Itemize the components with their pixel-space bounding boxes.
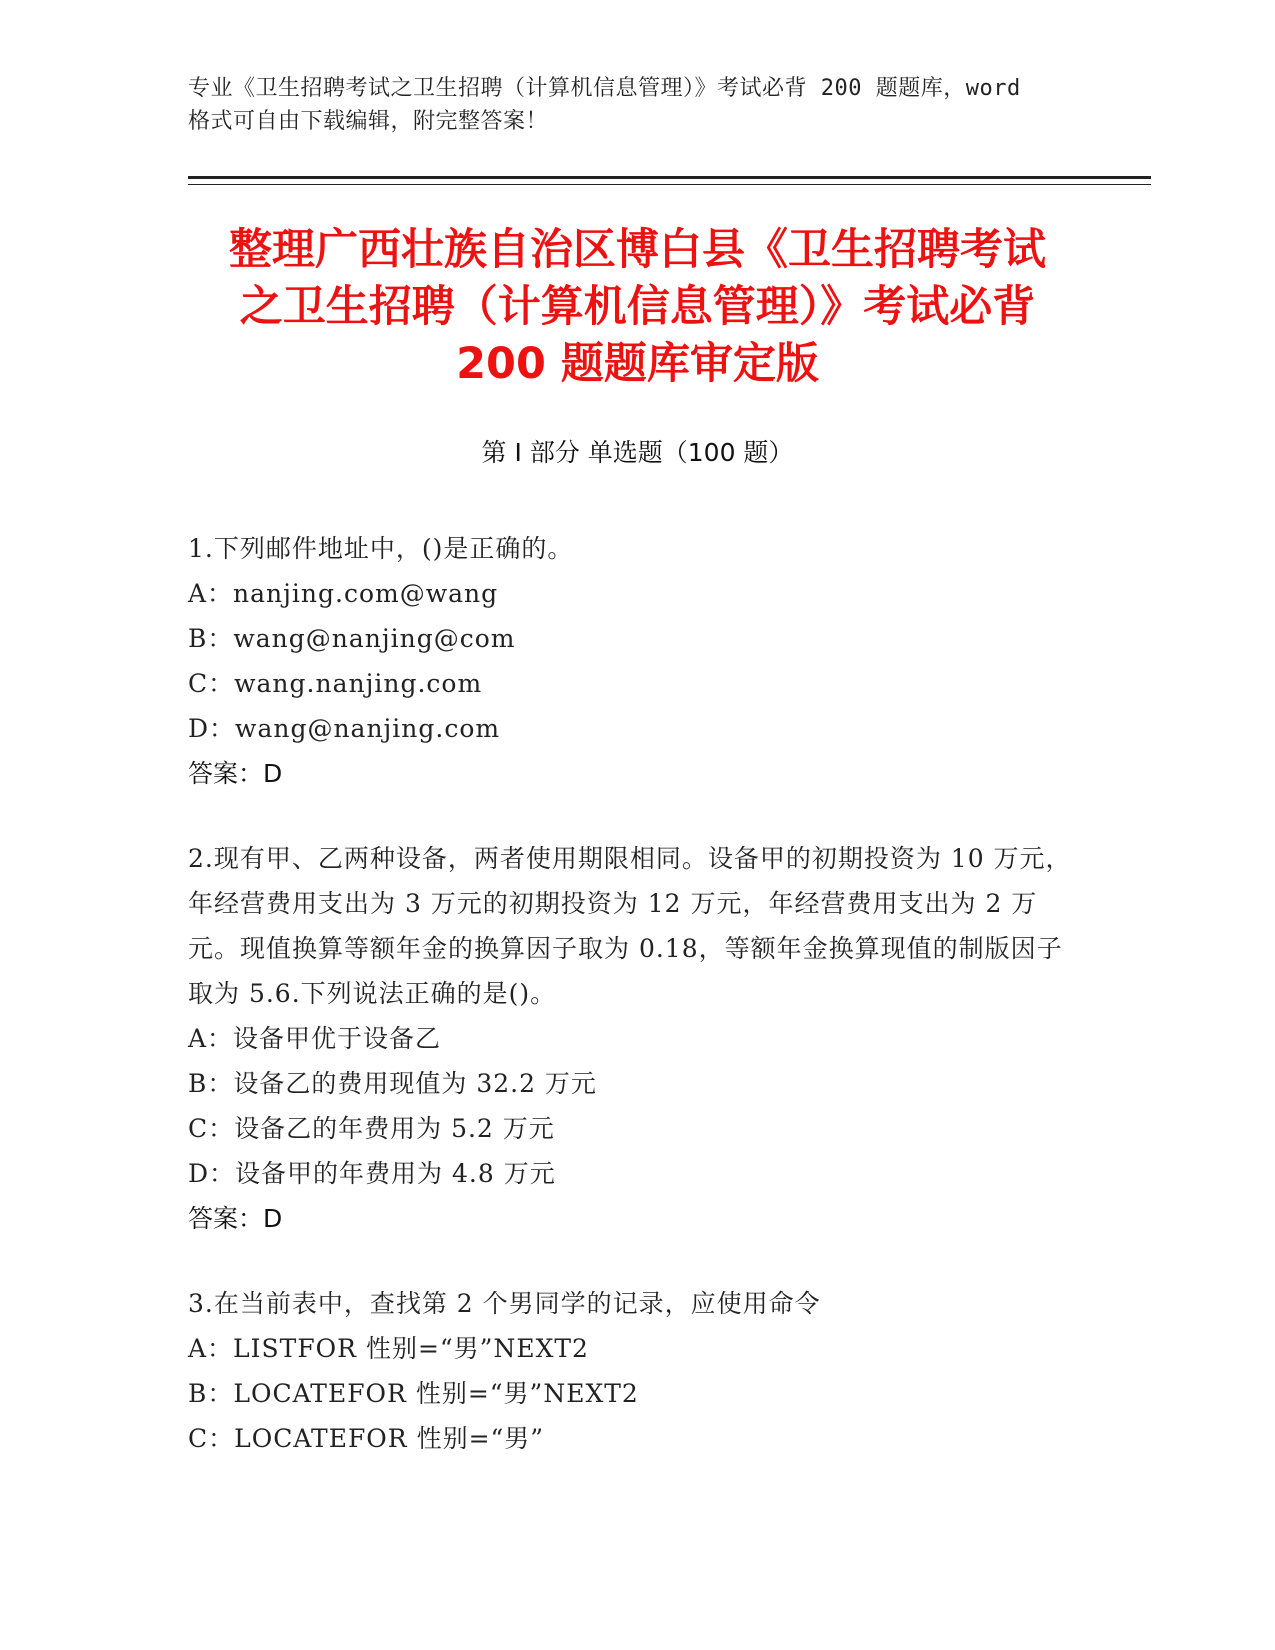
title-line-2: 之卫生招聘（计算机信息管理）》考试必背	[239, 282, 1036, 332]
question-text: 1.下列邮件地址中，()是正确的。	[188, 534, 574, 563]
option-a: A：设备甲优于设备乙	[188, 1024, 442, 1053]
answer-text: 答案：D	[188, 759, 283, 788]
title-line-3: 200 题题库审定版	[456, 339, 819, 389]
question-list	[188, 526, 1078, 1501]
document-title	[150, 222, 1125, 393]
option-b: B：wang@nanjing@com	[188, 624, 516, 653]
option-b: B：LOCATEFOR 性别=“男”NEXT2	[188, 1379, 639, 1408]
option-a: A：nanjing.com@wang	[188, 579, 499, 608]
title-line-1: 整理广西壮族自治区博白县《卫生招聘考试	[229, 225, 1046, 275]
answer-text: 答案：D	[188, 1204, 283, 1233]
header-divider-thin	[188, 184, 1151, 185]
question-item	[188, 836, 1078, 1241]
header-description	[188, 72, 1088, 138]
option-c: C：设备乙的年费用为 5.2 万元	[188, 1114, 555, 1143]
option-b: B：设备乙的费用现值为 32.2 万元	[188, 1069, 597, 1098]
header-line-1: 专业《卫生招聘考试之卫生招聘（计算机信息管理）》考试必背 200 题题库，word	[188, 76, 1021, 101]
question-item	[188, 526, 1078, 796]
option-d: D：设备甲的年费用为 4.8 万元	[188, 1159, 556, 1188]
section-heading: 第 I 部分 单选题（100 题）	[481, 438, 794, 467]
option-d: D：wang@nanjing.com	[188, 714, 501, 743]
option-a: A：LISTFOR 性别=“男”NEXT2	[188, 1334, 589, 1363]
option-c: C：wang.nanjing.com	[188, 669, 483, 698]
question-text: 2.现有甲、乙两种设备，两者使用期限相同。设备甲的初期投资为 10 万元，年经营费用支出为 3 万元的初期投资为 12 万元，年经营费用支出为 2 万元。现值换算等额年金的换算因子取为 0.18，等额年金换算现值的制版因子取为 5.6.下列说法正确的是()。	[188, 844, 1072, 1008]
header-line-2: 格式可自由下载编辑，附完整答案！	[188, 109, 549, 134]
question-item	[188, 1281, 1078, 1461]
option-c: C：LOCATEFOR 性别=“男”	[188, 1424, 545, 1453]
question-text: 3.在当前表中，查找第 2 个男同学的记录，应使用命令	[188, 1289, 821, 1318]
header-divider-thick	[188, 176, 1151, 179]
